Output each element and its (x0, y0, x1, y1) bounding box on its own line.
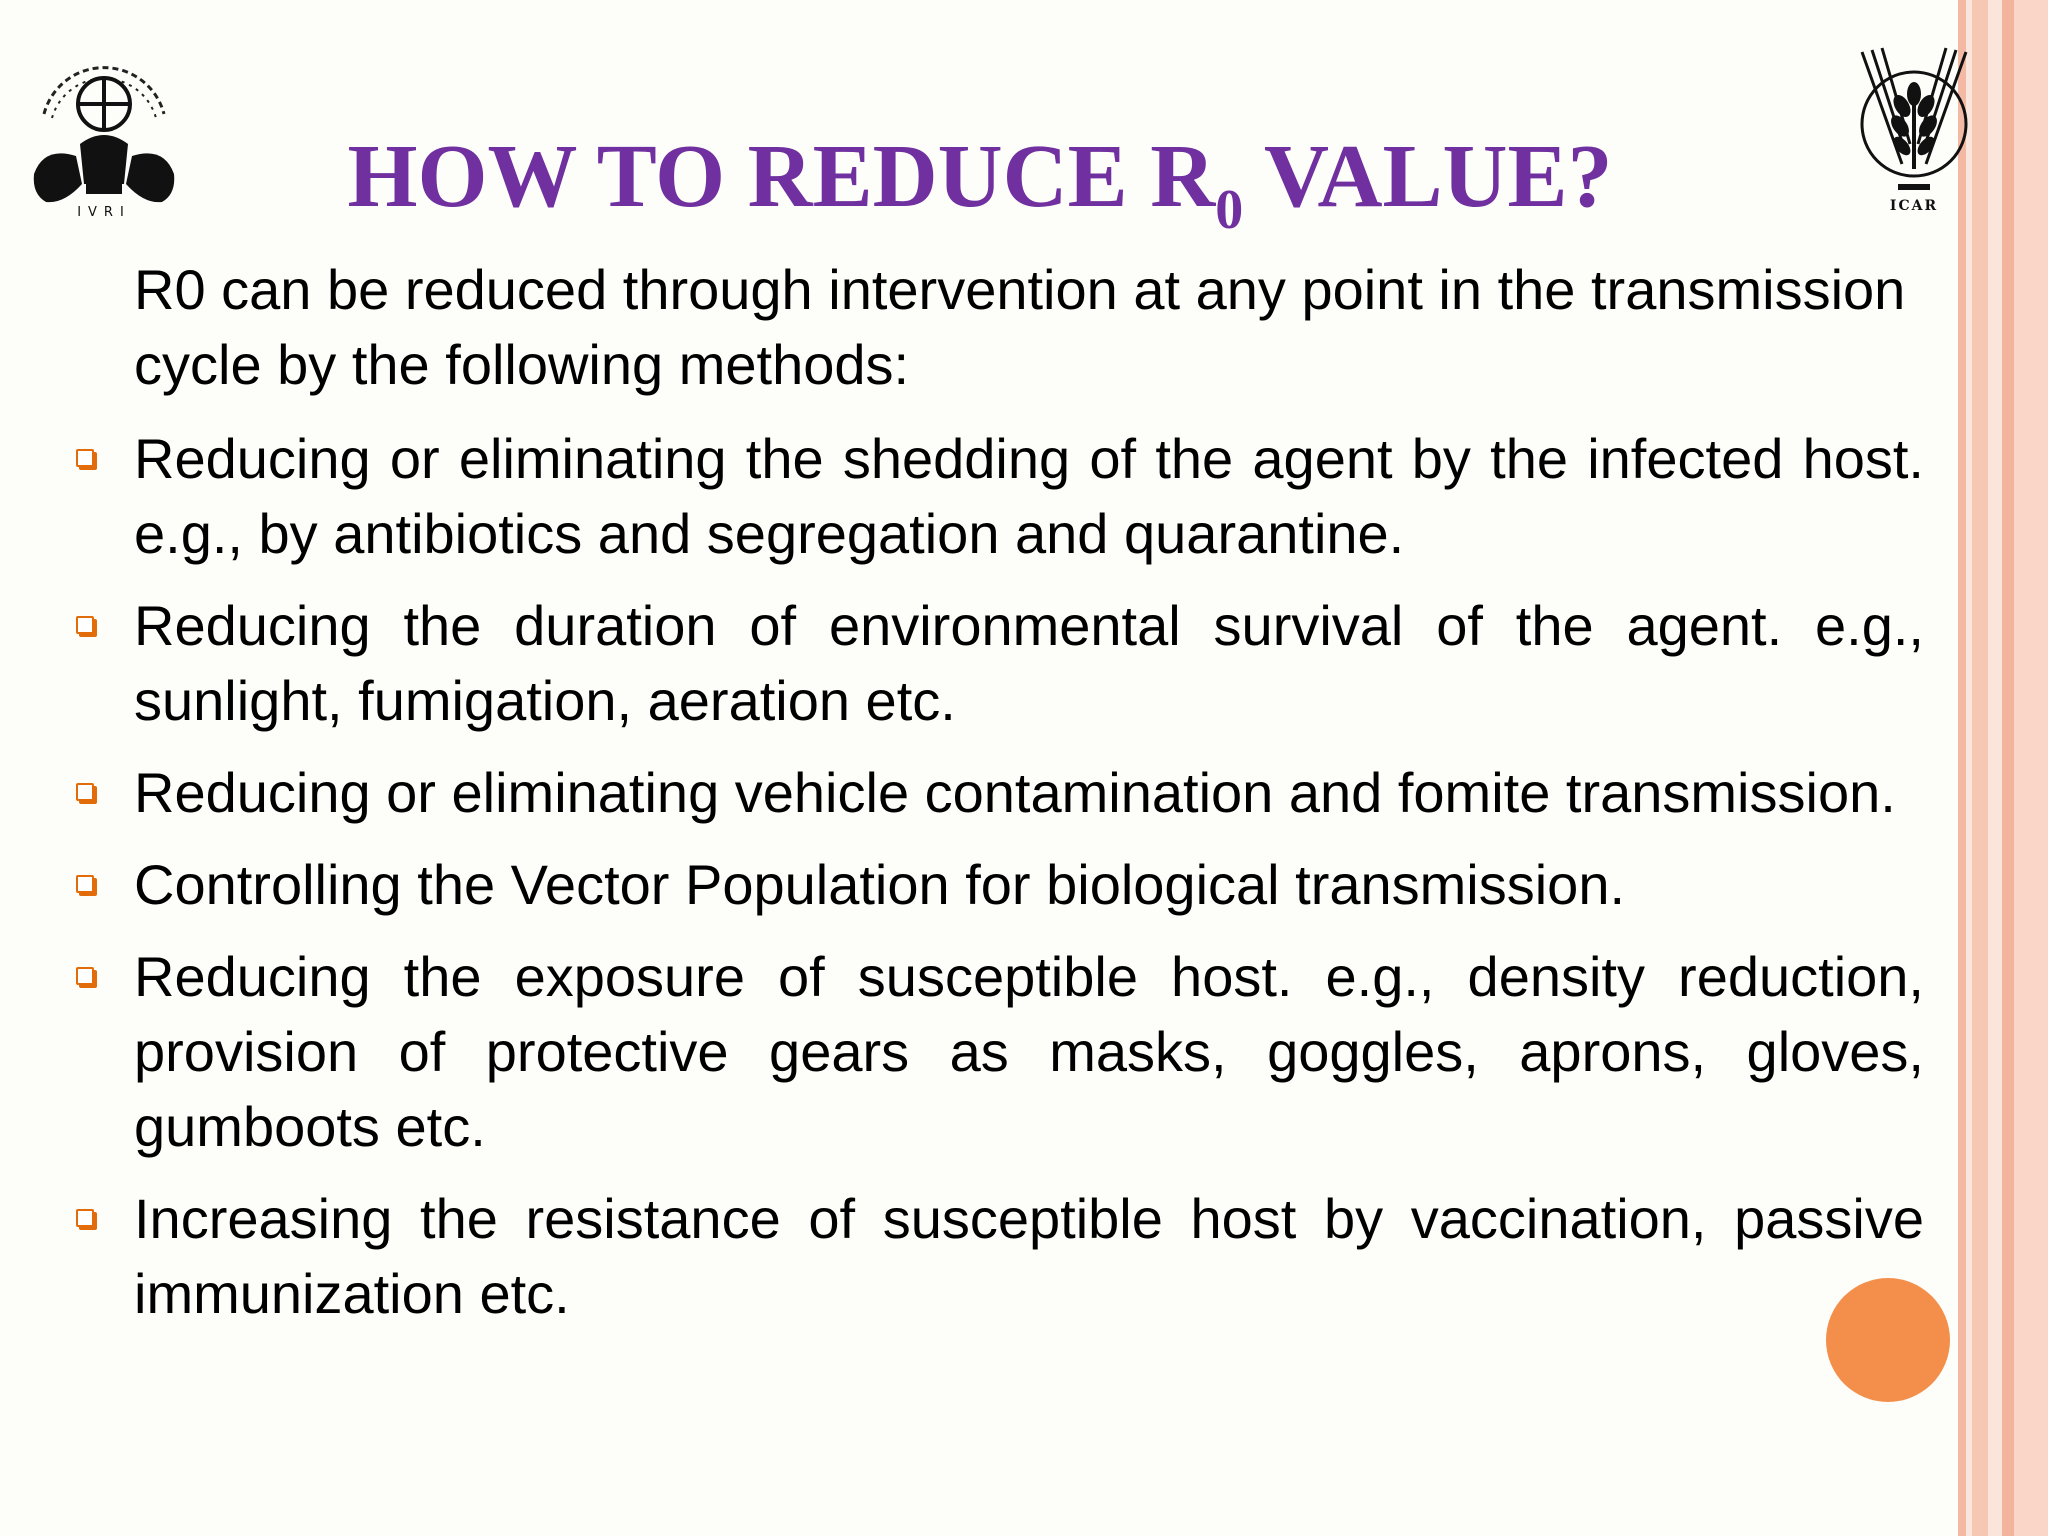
square-bullet-icon (76, 783, 94, 801)
bullet-item (66, 588, 1924, 738)
right-stripe-3 (1972, 0, 1988, 1536)
bullet-item (66, 755, 1924, 830)
bullet-item (66, 421, 1924, 571)
right-stripe-6 (2014, 0, 2048, 1536)
square-bullet-icon (76, 449, 94, 467)
title-main: HOW TO REDUCE R (347, 127, 1216, 226)
square-bullet-icon (76, 616, 94, 634)
icar-logo-caption: ICAR (1889, 198, 1939, 214)
bullet-text: Reducing or eliminating the shedding of the agent by the infected host. e.g., by antibiotics and segregation and quarantine. (134, 427, 1924, 565)
bullet-text: Reducing the exposure of susceptible host. e.g., density reduction, provision of protective gears as masks, goggles, aprons, gloves, gumboots etc. (134, 945, 1924, 1158)
right-stripe-4 (1988, 0, 2002, 1536)
accent-circle (1826, 1278, 1950, 1402)
icar-logo-icon (1852, 44, 1976, 220)
intro-text: R0 can be reduced through intervention at any point in the transmission cycle by the following methods: (134, 258, 1906, 396)
bullet-item (66, 847, 1924, 922)
bullet-text: Controlling the Vector Population for biological transmission. (134, 853, 1626, 916)
bullet-text: Increasing the resistance of susceptible host by vaccination, passive immunization etc. (134, 1187, 1924, 1325)
square-bullet-icon (76, 967, 94, 985)
square-bullet-icon (76, 1209, 94, 1227)
ivri-logo-icon (24, 34, 184, 220)
slide-content (66, 252, 1924, 1348)
bullet-item (66, 1181, 1924, 1331)
title-end: VALUE? (1243, 127, 1613, 226)
right-stripe-5 (2002, 0, 2014, 1536)
bullet-item (66, 939, 1924, 1164)
square-bullet-icon (76, 875, 94, 893)
bullet-text: Reducing or eliminating vehicle contamination and fomite transmission. (134, 761, 1896, 824)
title-subscript: 0 (1215, 179, 1244, 241)
right-stripe-1 (1958, 0, 1966, 1536)
bullet-text: Reducing the duration of environmental survival of the agent. e.g., sunlight, fumigation, aeration etc. (134, 594, 1924, 732)
slide-title (200, 122, 1760, 241)
ivri-logo-caption: IVRI (77, 205, 131, 220)
